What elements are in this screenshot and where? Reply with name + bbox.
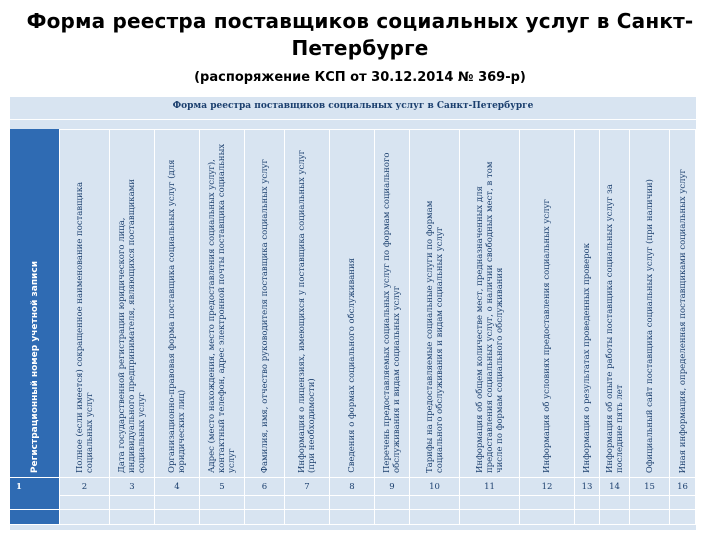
- empty-cell: [155, 495, 200, 509]
- empty-cell: [60, 495, 110, 509]
- empty-cell: [285, 510, 330, 524]
- column-number-cell: 4: [155, 478, 200, 495]
- empty-cell: [10, 495, 60, 509]
- header-label: Перечень предоставляемых социальных услуг по формам социального обслуживания и видам социальных услуг: [382, 152, 402, 473]
- column-number-cell: 2: [60, 478, 110, 495]
- column-number-cell: 7: [285, 478, 330, 495]
- empty-cell: [520, 495, 575, 509]
- header-cell: [285, 129, 330, 477]
- table-row: [10, 510, 696, 525]
- empty-cell: [330, 510, 375, 524]
- empty-cell: [575, 495, 600, 509]
- table-row: [10, 495, 696, 510]
- empty-cell: [330, 495, 375, 509]
- header-cell: [575, 129, 600, 477]
- column-number-cell: 9: [375, 478, 410, 495]
- empty-cell: [460, 510, 520, 524]
- empty-cell: [670, 510, 696, 524]
- empty-cell: [155, 510, 200, 524]
- header-label: Полное (если имеется) сокращенное наименование поставщика социальных услуг: [74, 181, 95, 473]
- empty-cell: [630, 495, 670, 509]
- header-cell: [200, 129, 245, 477]
- header-cell: [460, 129, 520, 477]
- empty-cell: [670, 495, 696, 509]
- empty-cell: [110, 495, 155, 509]
- empty-cell: [110, 510, 155, 524]
- header-cell: [110, 129, 155, 477]
- empty-cell: [285, 495, 330, 509]
- column-number-cell: 16: [670, 478, 696, 495]
- table-header-row: [10, 129, 696, 477]
- empty-cell: [600, 495, 630, 509]
- column-number-cell: 12: [520, 478, 575, 495]
- header-label: Дата государственной регистрации юридического лица, индивидуального предпринимателя, являющихся поставщиками социальных услуг: [117, 179, 147, 473]
- empty-cell: [375, 510, 410, 524]
- header-label: Регистрационный номер учетной записи: [29, 260, 40, 473]
- empty-cell: [375, 495, 410, 509]
- empty-cell: [630, 510, 670, 524]
- header-cell: [10, 129, 60, 477]
- column-number-cell: 10: [410, 478, 460, 495]
- slide-subtitle: (распоряжение КСП от 30.12.2014 № 369-р): [194, 70, 526, 85]
- header-label: Информация о лицензиях, имеющихся у поставщика социальных услуг (при необходимости): [297, 149, 317, 473]
- empty-cell: [10, 510, 60, 524]
- header-cell: [600, 129, 630, 477]
- empty-cell: [245, 495, 285, 509]
- header-cell: [375, 129, 410, 477]
- empty-cell: [460, 495, 520, 509]
- header-cell: [520, 129, 575, 477]
- empty-cell: [60, 510, 110, 524]
- header-cell: [330, 129, 375, 477]
- empty-cell: [520, 510, 575, 524]
- header-cell: [245, 129, 285, 477]
- header-label: Информация об опыте работы поставщика социальных услуг за последние пять лет: [604, 184, 625, 473]
- header-cell: [670, 129, 696, 477]
- header-label: Организационно-правовая форма поставщика социальных услуг (для юридических лиц): [167, 159, 187, 473]
- header-label: Информация об условиях предоставления социальных услуг: [542, 199, 552, 473]
- empty-cell: [410, 495, 460, 509]
- header-label: Сведения о формах социального обслуживания: [347, 258, 357, 473]
- header-label: Информация об общем количестве мест, предназначенных для предоставления социальных услуг, о наличии свободных мест, в том числе по формам социального обслуживания: [474, 161, 505, 473]
- empty-cell: [200, 495, 245, 509]
- header-label: Тарифы на предоставляемые социальные услуги по формам социального обслуживания и видам социальных услуг: [424, 200, 445, 473]
- empty-cell: [575, 510, 600, 524]
- header-label: Иная информация, определенная поставщиками социальных услуг: [677, 168, 688, 473]
- slide-title-block: [0, 8, 720, 88]
- column-number-cell: 3: [110, 478, 155, 495]
- slide-title: Форма реестра поставщиков социальных услуг в Санкт-Петербурге: [26, 9, 694, 60]
- registry-table: [10, 97, 696, 530]
- table-caption: Форма реестра поставщиков социальных услуг в Санкт-Петербурге: [172, 101, 534, 111]
- empty-cell: [245, 510, 285, 524]
- column-number-cell: 1: [10, 478, 60, 495]
- column-number-cell: 15: [630, 478, 670, 495]
- empty-cell: [600, 510, 630, 524]
- column-number-cell: 6: [245, 478, 285, 495]
- column-number-cell: 14: [600, 478, 630, 495]
- header-cell: [410, 129, 460, 477]
- table-number-row: [10, 477, 696, 496]
- header-cell: [60, 129, 110, 477]
- column-number-cell: 5: [200, 478, 245, 495]
- header-cell: [155, 129, 200, 477]
- header-cell: [630, 129, 670, 477]
- header-label: Адрес (место нахождения, место предоставления социальных услуг), контактный телефон, адрес электронной почты поставщика социальных услуг: [207, 143, 237, 473]
- header-label: Официальный сайт поставщика социальных услуг (при наличии): [644, 178, 655, 473]
- empty-cell: [200, 510, 245, 524]
- column-number-cell: 13: [575, 478, 600, 495]
- header-label: Фамилия, имя, отчество руководителя поставщика социальных услуг: [259, 158, 270, 473]
- empty-cell: [410, 510, 460, 524]
- header-label: Информация о результатах проведенных проверок: [582, 243, 592, 473]
- column-number-cell: 11: [460, 478, 520, 495]
- column-number-cell: 8: [330, 478, 375, 495]
